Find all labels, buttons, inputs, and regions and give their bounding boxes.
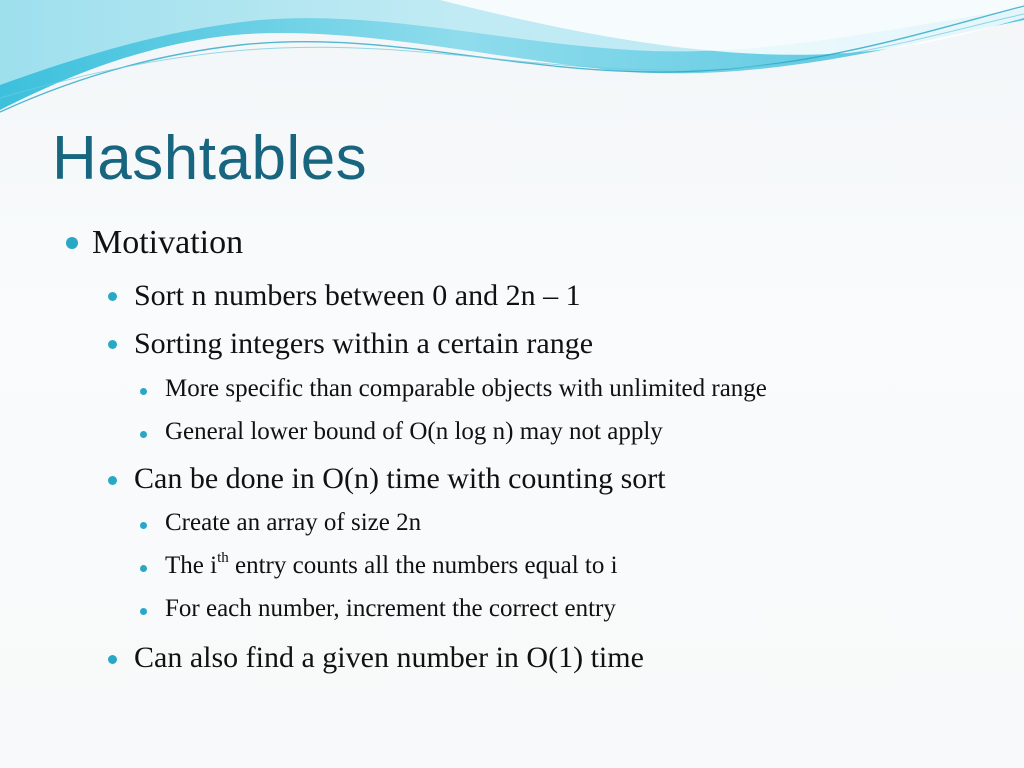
bullet-level-3 [165, 552, 618, 580]
bullet-icon [140, 522, 147, 529]
bullet-icon [140, 388, 147, 395]
bullet-icon [108, 340, 117, 349]
bullet-text: The i [165, 552, 218, 579]
bullet-level-2: Sorting integers within a certain range [134, 327, 594, 360]
bullet-text: entry counts all the numbers equal to i [228, 552, 618, 579]
bullet-level-3: More specific than comparable objects with unlimited range [165, 375, 767, 402]
bullet-icon [66, 237, 78, 249]
bullet-icon [108, 476, 117, 485]
bullet-icon [140, 608, 147, 615]
bullet-level-3: For each number, increment the correct entry [165, 595, 616, 622]
bullet-icon [140, 431, 147, 438]
bullet-level-2: Can be done in O(n) time with counting sort [134, 462, 666, 495]
slide-title: Hashtables [52, 124, 368, 193]
header-wave-decoration [0, 0, 1024, 130]
bullet-level-1: Motivation [92, 224, 244, 261]
superscript: th [217, 550, 229, 566]
bullet-level-2: Can also find a given number in O(1) time [134, 641, 644, 674]
bullet-icon [140, 565, 147, 572]
bullet-level-2: Sort n numbers between 0 and 2n – 1 [134, 279, 581, 312]
bullet-level-3: General lower bound of O(n log n) may not apply [165, 418, 663, 445]
bullet-icon [108, 292, 117, 301]
bullet-icon [108, 655, 117, 664]
bullet-level-3: Create an array of size 2n [165, 509, 422, 536]
